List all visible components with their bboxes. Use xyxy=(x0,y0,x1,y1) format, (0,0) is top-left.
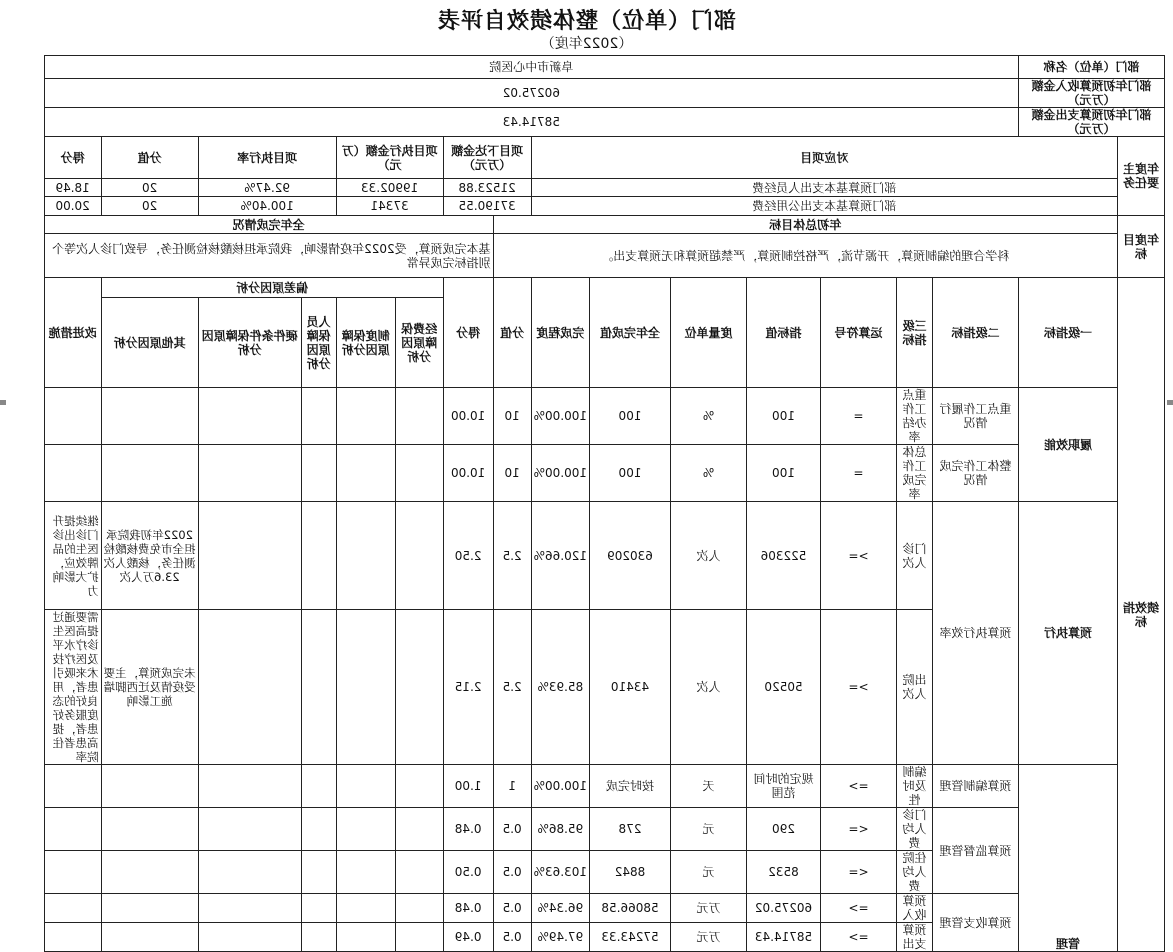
dev-staff-cell xyxy=(301,445,336,502)
header-target: 指标值 xyxy=(747,278,821,388)
indicator-unit: % xyxy=(671,388,747,445)
header-dev-staff: 人员保障原因分析 xyxy=(301,298,336,388)
header-dev-hardware: 硬件条件保障原因分析 xyxy=(198,298,301,388)
indicator-l2: 预算编制管理 xyxy=(933,765,1019,808)
group-execution: 预算执行 xyxy=(1019,502,1118,765)
indicator-degree: 120.66% xyxy=(531,502,589,610)
group-management: 管理 xyxy=(1019,765,1118,952)
dev-staff-cell xyxy=(301,851,336,894)
indicator-op: <= xyxy=(821,851,897,894)
dev-system-cell xyxy=(336,851,395,894)
indicator-row xyxy=(44,445,1164,502)
indicator-degree: 85.93% xyxy=(531,610,589,765)
indicator-score: 10.00 xyxy=(443,388,493,445)
indicator-target: 522306 xyxy=(747,502,821,610)
indicator-score: 1.00 xyxy=(443,765,493,808)
dev-other-cell xyxy=(101,808,198,851)
indicator-weight: 0.5 xyxy=(493,894,531,923)
dev-system-cell xyxy=(336,765,395,808)
tasks-header-budget: 项目下达金额（万元） xyxy=(443,137,531,179)
indicator-score: 0.50 xyxy=(443,851,493,894)
indicator-unit: 天 xyxy=(671,765,747,808)
header-weight: 分值 xyxy=(493,278,531,388)
indicator-weight: 0.5 xyxy=(493,923,531,952)
dev-system-cell xyxy=(336,894,395,923)
indicator-op: <= xyxy=(821,808,897,851)
task-weight: 20 xyxy=(101,197,198,216)
indicator-l3: 门诊人次 xyxy=(897,502,933,610)
goals-text-row xyxy=(44,234,1164,278)
right-edge-marker xyxy=(1167,400,1173,405)
indicator-weight: 2.5 xyxy=(493,610,531,765)
info-row-name xyxy=(44,56,1164,79)
header-level1: 一级指标 xyxy=(1019,278,1118,388)
income-label: 部门年初预算收入金额（万元） xyxy=(1019,79,1165,108)
tasks-header-rate: 项目执行率 xyxy=(198,137,336,179)
dev-hardware-cell xyxy=(198,851,301,894)
dev-hardware-cell xyxy=(198,923,301,952)
page-subtitle-year: （2022年度） xyxy=(540,36,633,52)
indicator-row xyxy=(44,894,1164,923)
indicator-degree: 100.00% xyxy=(531,388,589,445)
task-exec: 19902.33 xyxy=(336,179,443,197)
indicator-degree: 100.00% xyxy=(531,765,589,808)
indicator-actual: 58066.58 xyxy=(590,894,671,923)
task-score: 20.00 xyxy=(44,197,101,216)
indicator-op: = xyxy=(821,445,897,502)
dev-system-cell xyxy=(336,502,395,610)
indicator-target: 58714.43 xyxy=(747,923,821,952)
header-dev-other: 其他原因分析 xyxy=(101,298,198,388)
header-score: 得分 xyxy=(443,278,493,388)
indicator-score: 0.49 xyxy=(443,923,493,952)
indicator-row xyxy=(44,808,1164,851)
indicator-score: 0.48 xyxy=(443,808,493,851)
dev-system-cell xyxy=(336,808,395,851)
indicator-l3: 住院人均费 xyxy=(897,851,933,894)
left-edge-marker xyxy=(0,400,6,405)
indicator-op: => xyxy=(821,765,897,808)
goals-actual-text: 基本完成预算，受2022年疫情影响，我院承担核酸核检测任务，导致门诊人次等个别指标完成异常 xyxy=(44,234,493,278)
indicator-actual: 100 xyxy=(590,388,671,445)
info-row-income xyxy=(44,79,1164,108)
dev-other-cell xyxy=(101,923,198,952)
dept-name-value: 阜新市中心医院 xyxy=(44,56,1018,79)
indicator-weight: 0.5 xyxy=(493,851,531,894)
goals-actual-header: 全年完成情况 xyxy=(44,216,493,234)
dev-hardware-cell xyxy=(198,808,301,851)
dev-funds-cell xyxy=(395,851,443,894)
indicator-l3: 门诊人均费 xyxy=(897,808,933,851)
indicator-target: 50520 xyxy=(747,610,821,765)
indicator-unit: 万元 xyxy=(671,923,747,952)
expense-label: 部门年初预算支出金额（万元） xyxy=(1019,108,1165,137)
dept-name-label: 部门（单位）名称 xyxy=(1019,56,1165,79)
indicator-degree: 97.49% xyxy=(531,923,589,952)
indicator-op: => xyxy=(821,923,897,952)
task-rate: 92.47% xyxy=(198,179,336,197)
dev-staff-cell xyxy=(301,894,336,923)
improve-cell xyxy=(44,808,101,851)
indicator-l3: 预算支出 xyxy=(897,923,933,952)
indicator-l2: 预算监督管理 xyxy=(933,808,1019,894)
task-weight: 20 xyxy=(101,179,198,197)
indicator-score: 0.48 xyxy=(443,894,493,923)
improve-cell xyxy=(44,851,101,894)
indicator-target: 100 xyxy=(747,388,821,445)
task-rate: 100.40% xyxy=(198,197,336,216)
indicator-degree: 96.34% xyxy=(531,894,589,923)
dev-staff-cell xyxy=(301,923,336,952)
indicator-target: 100 xyxy=(747,445,821,502)
indicator-l2: 预算收支管理 xyxy=(933,894,1019,952)
tasks-header-row xyxy=(44,137,1164,179)
indicators-section-label: 绩效指标 xyxy=(1118,278,1165,952)
indicator-op: => xyxy=(821,894,897,923)
indicator-actual: 630209 xyxy=(590,502,671,610)
improve-cell xyxy=(44,894,101,923)
header-deviation: 偏差原因分析 xyxy=(101,278,443,298)
indicator-degree: 103.63% xyxy=(531,851,589,894)
indicator-weight: 10 xyxy=(493,445,531,502)
dev-funds-cell xyxy=(395,610,443,765)
indicator-score: 2.50 xyxy=(443,502,493,610)
dev-funds-cell xyxy=(395,502,443,610)
dev-staff-cell xyxy=(301,502,336,610)
goals-section-label: 年度目标 xyxy=(1118,216,1165,278)
improve-cell: 继续提升门诊出诊医生的品牌效应，扩大影响力 xyxy=(44,502,101,610)
header-degree: 完成程度 xyxy=(531,278,589,388)
indicator-row xyxy=(44,765,1164,808)
dev-hardware-cell xyxy=(198,894,301,923)
goals-plan-header: 年初总体目标 xyxy=(493,216,1117,234)
indicator-actual: 8842 xyxy=(590,851,671,894)
dev-funds-cell xyxy=(395,808,443,851)
indicator-target: 60275.02 xyxy=(747,894,821,923)
tasks-header-weight: 分值 xyxy=(101,137,198,179)
group-performance: 履职效能 xyxy=(1019,388,1118,502)
tasks-section-label: 年度主要任务 xyxy=(1118,137,1165,216)
indicator-row xyxy=(44,388,1164,445)
indicator-target: 8532 xyxy=(747,851,821,894)
indicator-l3: 出院人次 xyxy=(897,610,933,765)
indicator-degree: 100.00% xyxy=(531,445,589,502)
indicator-weight: 2.5 xyxy=(493,502,531,610)
dev-staff-cell xyxy=(301,765,336,808)
dev-staff-cell xyxy=(301,610,336,765)
indicator-actual: 278 xyxy=(590,808,671,851)
dev-hardware-cell xyxy=(198,765,301,808)
dev-other-cell xyxy=(101,388,198,445)
indicator-unit: 元 xyxy=(671,808,747,851)
dev-funds-cell xyxy=(395,923,443,952)
task-item: 部门预算基本支出人员经费 xyxy=(531,179,1117,197)
task-exec: 37341 xyxy=(336,197,443,216)
task-row xyxy=(44,179,1164,197)
indicator-op: >= xyxy=(821,610,897,765)
task-budget: 21523.88 xyxy=(443,179,531,197)
improve-cell xyxy=(44,388,101,445)
dev-other-cell xyxy=(101,894,198,923)
dev-hardware-cell xyxy=(198,610,301,765)
dev-hardware-cell xyxy=(198,388,301,445)
indicator-l2: 重点工作履行情况 xyxy=(933,388,1019,445)
dev-other-cell xyxy=(101,851,198,894)
indicator-actual: 57243.33 xyxy=(590,923,671,952)
task-row xyxy=(44,197,1164,216)
indicator-l3: 重点工作办结率 xyxy=(897,388,933,445)
dev-funds-cell xyxy=(395,388,443,445)
dev-funds-cell xyxy=(395,765,443,808)
dev-other-cell: 2022年初我院承担全市免费核酸检测任务，核酸人次23.6万人次 xyxy=(101,502,198,610)
header-operator: 运算符号 xyxy=(821,278,897,388)
dev-hardware-cell xyxy=(198,445,301,502)
indicator-l3: 预算收入 xyxy=(897,894,933,923)
evaluation-table xyxy=(44,55,1165,952)
header-improve: 改进措施 xyxy=(44,278,101,388)
indicator-weight: 10 xyxy=(493,388,531,445)
indicator-degree: 95.86% xyxy=(531,808,589,851)
improve-cell xyxy=(44,923,101,952)
indicator-l2: 整体工作完成情况 xyxy=(933,445,1019,502)
dev-hardware-cell xyxy=(198,502,301,610)
tasks-header-item: 对应项目 xyxy=(531,137,1117,179)
indicator-target: 290 xyxy=(747,808,821,851)
dev-system-cell xyxy=(336,923,395,952)
goals-plan-text: 科学合理的编制预算，开源节流，严格控制预算，严禁超预算和无预算支出。 xyxy=(493,234,1117,278)
page-title: 部门（单位）整体绩效自评表 xyxy=(437,8,737,34)
task-item: 部门预算基本支出公用经费 xyxy=(531,197,1117,216)
dev-staff-cell xyxy=(301,388,336,445)
indicator-weight: 0.5 xyxy=(493,808,531,851)
expense-value: 58714.43 xyxy=(44,108,1018,137)
indicator-actual: 100 xyxy=(590,445,671,502)
indicator-l2: 预算执行效率 xyxy=(933,502,1019,765)
dev-system-cell xyxy=(336,445,395,502)
indicator-row xyxy=(44,502,1164,610)
task-score: 18.49 xyxy=(44,179,101,197)
header-unit: 度量单位 xyxy=(671,278,747,388)
improve-cell xyxy=(44,445,101,502)
indicator-actual: 按时完成 xyxy=(590,765,671,808)
indicator-unit: 万元 xyxy=(671,894,747,923)
header-dev-system: 制度保障原因分析 xyxy=(336,298,395,388)
header-level3: 三级指标 xyxy=(897,278,933,388)
indicator-op: >= xyxy=(821,502,897,610)
header-level2: 二级指标 xyxy=(933,278,1019,388)
dev-system-cell xyxy=(336,610,395,765)
dev-system-cell xyxy=(336,388,395,445)
dev-other-cell xyxy=(101,765,198,808)
header-dev-funds: 经费保障原因分析 xyxy=(395,298,443,388)
indicator-unit: % xyxy=(671,445,747,502)
indicator-score: 2.15 xyxy=(443,610,493,765)
tasks-header-exec: 项目执行金额（万元） xyxy=(336,137,443,179)
indicator-unit: 人次 xyxy=(671,502,747,610)
goals-header-row xyxy=(44,216,1164,234)
indicator-l3: 总体工作完成率 xyxy=(897,445,933,502)
indicator-op: = xyxy=(821,388,897,445)
improve-cell xyxy=(44,765,101,808)
indicator-actual: 43410 xyxy=(590,610,671,765)
dev-funds-cell xyxy=(395,894,443,923)
dev-other-cell: 未完成预算，主要受疫情及迁西脚墙施工影响 xyxy=(101,610,198,765)
dev-staff-cell xyxy=(301,808,336,851)
indicator-unit: 人次 xyxy=(671,610,747,765)
income-value: 60275.02 xyxy=(44,79,1018,108)
indicator-target: 规定的时间范围 xyxy=(747,765,821,808)
indicator-l3: 编制及时性 xyxy=(897,765,933,808)
improve-cell: 需要通过提高医生诊疗水平及医疗技术来吸引患者，用良好的态度服务好患者，提高患者住院率 xyxy=(44,610,101,765)
header-actual: 全年完成值 xyxy=(590,278,671,388)
indicators-header-row xyxy=(44,278,1164,298)
dev-funds-cell xyxy=(395,445,443,502)
indicator-score: 10.00 xyxy=(443,445,493,502)
dev-other-cell xyxy=(101,445,198,502)
indicator-unit: 元 xyxy=(671,851,747,894)
info-row-expense xyxy=(44,108,1164,137)
indicator-weight: 1 xyxy=(493,765,531,808)
tasks-header-score: 得分 xyxy=(44,137,101,179)
task-budget: 37190.55 xyxy=(443,197,531,216)
